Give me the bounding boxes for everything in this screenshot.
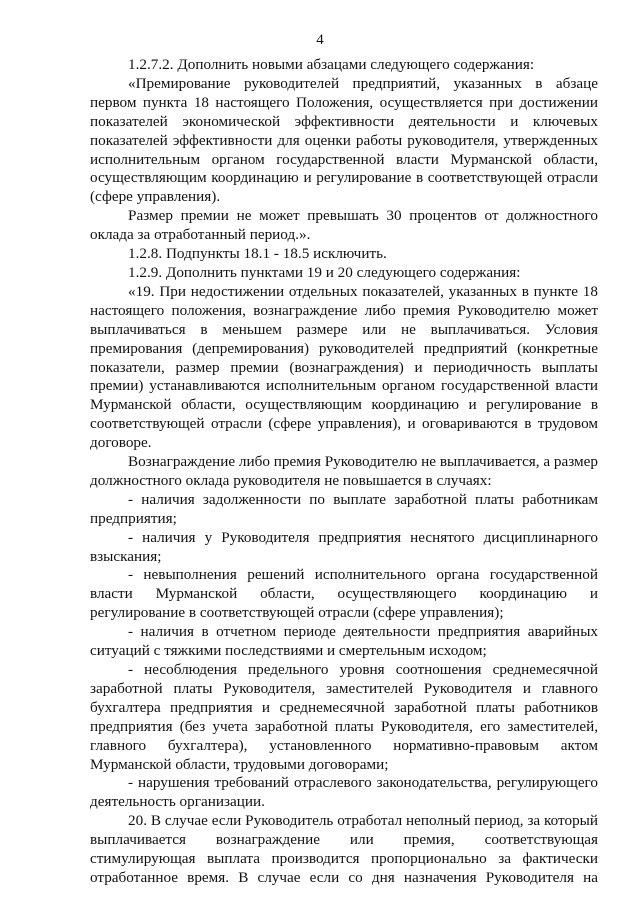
document-body — [90, 56, 598, 888]
list-item-accidents: - наличия в отчетном периоде деятельности предприятия аварийных ситуаций с тяжкими последствиями и смертельным исходом; — [90, 623, 598, 660]
page-number: 4 — [316, 32, 324, 48]
paragraph-1-2-7-2: 1.2.7.2. Дополнить новыми абзацами следующего содержания: — [128, 56, 535, 73]
paragraph-item-20: 20. В случае если Руководитель отработал неполный период, за который выплачивается вознаграждение или премия, соответствующая стимулирующая выплата производится пропорционально за фактически отработанное время. В случае если со дня назначения Руководителя на — [90, 812, 598, 886]
paragraph-premium-limit: Размер премии не может превышать 30 процентов от должностного оклада за отработанный период.». — [90, 207, 598, 244]
list-item-salary-debt: - наличия задолженности по выплате заработной платы работникам предприятия; — [90, 490, 598, 527]
list-item-legislation: - нарушения требований отраслевого законодательства, регулирующего деятельность организации. — [90, 774, 598, 811]
paragraph-no-reward-cases: Вознаграждение либо премия Руководителю не выплачивается, а размер должностного оклада руководителя не повышается в случаях: — [90, 453, 598, 489]
list-item-decisions: - невыполнения решений исполнительного органа государственной власти Мурманской области, осуществляющего координацию и регулирование в соответствующей отрасли (сфере управления); — [90, 566, 598, 622]
paragraph-item-19: «19. При недостижении отдельных показателей, указанных в пункте 18 настоящего положения, вознаграждение либо премия Руководителю может выплачиваться в меньшем размере или не выплачиваться. Условия премирования (депремирования) руководителей предприятий (конкретные показатели, размер премии (вознаграждения) и периодичность выплаты премии) устанавливаются исполнительным органом государственной власти Мурманской области, осуществляющим координацию и регулирование в соответствующей отрасли (сфере управления), и оговариваются в трудовом договоре. — [90, 282, 598, 452]
paragraph-1-2-8: 1.2.8. Подпункты 18.1 - 18.5 исключить. — [128, 245, 387, 263]
list-item-disciplinary: - наличия у Руководителя предприятия неснятого дисциплинарного взыскания; — [90, 528, 598, 565]
list-item-salary-ratio: - несоблюдения предельного уровня соотношения среднемесячной заработной платы Руководителя, заместителей Руководителя и главного бухгалтера предприятия и среднемесячной заработной платы работников предприятия (без учета заработной платы Руководителя, его заместителей, главного бухгалтера), установленного нормативно-правовым актом Мурманской области, трудовыми договорами; — [90, 661, 598, 773]
paragraph-1-2-9: 1.2.9. Дополнить пунктами 19 и 20 следующего содержания: — [128, 263, 521, 281]
paragraph-premium-conditions: «Премирование руководителей предприятий, указанных в абзаце первом пункта 18 настоящего Положения, осуществляется при достижении показателей экономической эффективности деятельности и ключевых показателей эффективности для оценки работы руководителя, утвержденных исполнительным органом государственной власти Мурманской области, осуществляющим координацию и регулирование в соответствующей отрасли (сфере управления). — [90, 74, 598, 206]
